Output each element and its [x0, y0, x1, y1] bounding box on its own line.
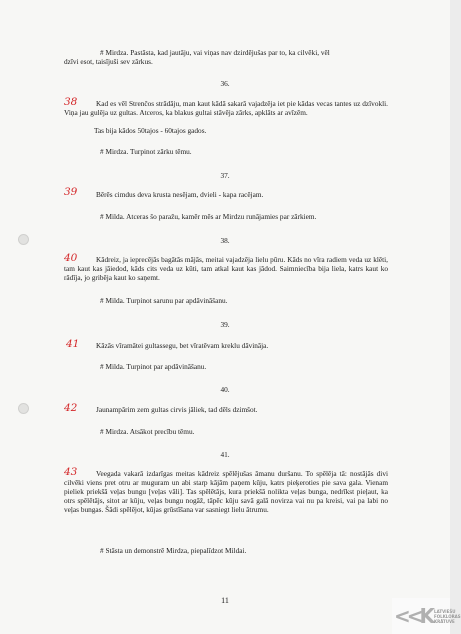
archive-logo [392, 598, 461, 634]
section-number: 38. [220, 236, 230, 245]
section-number: 41. [220, 450, 230, 459]
section-number: 39. [220, 320, 230, 329]
entry-text: Jaunampārim zem gultas cirvis jāliek, tad dēls dzimšot. [96, 405, 258, 414]
entry-note: # Milda. Turpinot par apdāvināšanu. [100, 362, 207, 371]
archive-logo-icon: <<K [394, 604, 432, 628]
handwritten-number: 40 [64, 252, 78, 264]
handwritten-number: 42 [64, 402, 78, 414]
entry-text: Veegada vakarā izdarīgas meitas kādreiz spēlējušas āmanu duršanu. To spēlēja tā: nostājās divi cilvēki viens pret otru ar muguram un abi starp kājām paņem kūju, katrs pieķeroties pie savа gala. Vienam pieliek priekšā veļas bungu [veļas vāli]. Tas spēlētājs, kura priekšā nolikta veļas bunga, nedrīkst pieļaut, ka otrs spēlētājs, sitot ar kūju, veļas bungu nogāž, tāpēc kūju savā galā novirza vai nu pa kreisi, vai pa labi no veļas bungas. Šādi spēlējot, kūjas grūstīšana var sasniegt lielu ātrumu. [64, 469, 388, 514]
entry-note: # Milda. Turpinot sarunu par apdāvināšanu. [100, 296, 228, 305]
section-number: 40. [220, 385, 230, 394]
handwritten-number: 41 [66, 338, 80, 350]
entry-text: Bērēs cimdus deva krusta nesējam, dvieli - kapa racējam. [96, 190, 264, 199]
handwritten-number: 43 [64, 466, 78, 478]
entry-note: # Stāsta un demonstrē Mirdza, piepalīdzot Mildai. [100, 546, 247, 555]
section-number: 37. [220, 171, 230, 180]
entry-extra: Tas bija kādos 50tajos - 60tajos gados. [94, 126, 207, 135]
entry-note: # Mirdza. Atsākot precību tēmu. [100, 427, 195, 436]
intro-line: dzīvi esot, taisījuši sev zārkus. [64, 57, 153, 66]
entry-note: # Milda. Atceras šo paražu, kamēr mēs ar Mirdzu runājamies par zārkiem. [100, 212, 317, 221]
section-number: 36. [220, 79, 230, 88]
entry-note: # Mirdza. Turpinot zārku tēmu. [100, 147, 192, 156]
entry-text: Kad es vēl Strenčos strādāju, man kaut kādā sakarā vajadzēja iet pie kādas vecas tantes uz dzīvokli. Viņa jau gulēja uz gultas. Atceros, ka blakus gultai stāvēja zārks, apklāts ar avīzēm. [64, 99, 388, 117]
handwritten-number: 38 [64, 96, 78, 108]
intro-line: # Mirdza. Pastāsta, kad jautāju, vai viņas nav dzirdējušas par to, ka cilvēki, vēl [100, 48, 330, 57]
punch-hole [18, 403, 29, 414]
entry-text: Kāzās vīramātei gultassegu, bet vīratēvam kreklu dāvināja. [96, 341, 269, 350]
handwritten-number: 39 [64, 186, 78, 198]
archive-logo-text: LATVIEŠU FOLKLORAS KRĀTUVE [434, 608, 461, 624]
entry-text: Kādreiz, ja ieprecējās bagātās mājās, meitai vajadzēja lielu pūru. Kāds no vīra radiem veda uz klēti, tam kaut kas jāiedod, kāds cits veda uz kūti, tam atkal kaut kas jādod. Saimniecība bija liela, katrs kaut ko rādīja, jo gribēja kaut ko saņemt. [64, 255, 388, 282]
page-number: 11 [221, 596, 229, 605]
